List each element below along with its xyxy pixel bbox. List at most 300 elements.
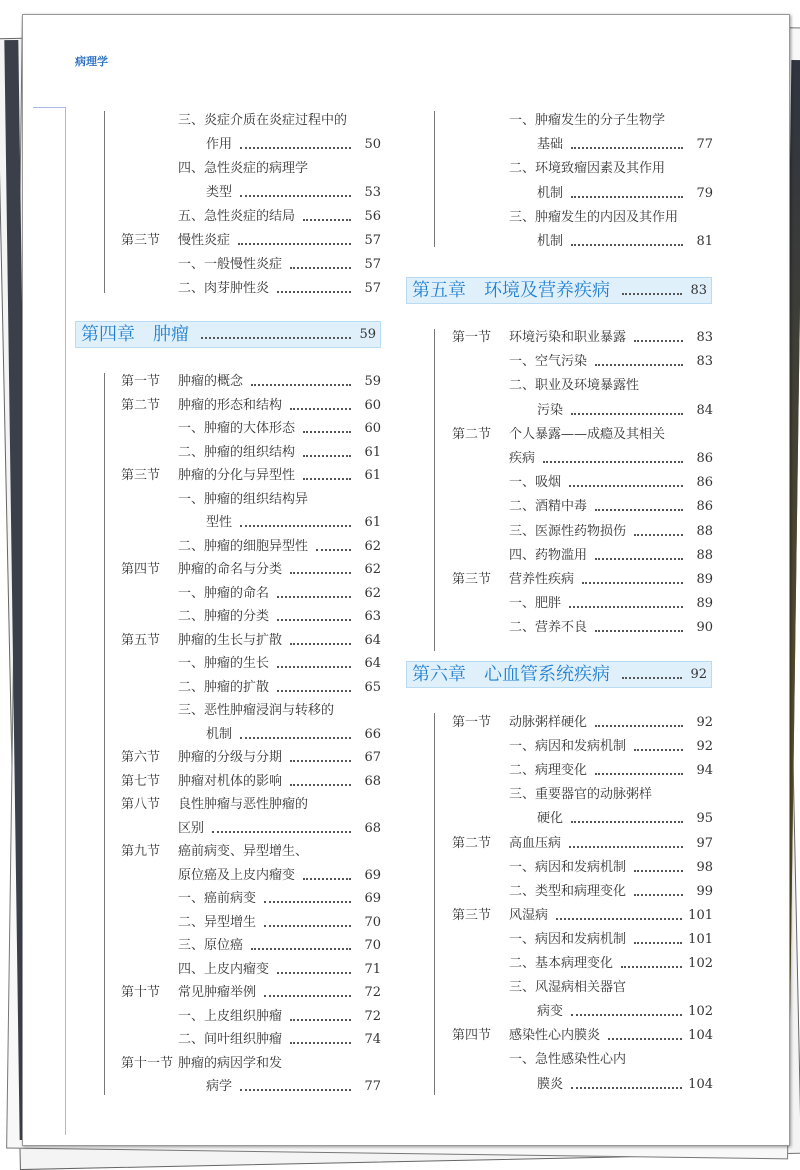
section-label: 第一节	[452, 330, 492, 345]
toc-entry[interactable]	[121, 183, 381, 203]
toc-entry[interactable]	[121, 725, 381, 745]
entry-title: 二、异型增生	[178, 914, 257, 930]
entry-title: 三、原位癌	[178, 938, 244, 953]
toc-entry[interactable]	[452, 809, 713, 829]
leader-dots	[569, 485, 683, 487]
section-rule	[434, 329, 435, 651]
leader-dots	[571, 1087, 682, 1089]
entry-title: 肿瘤的分化与异型性	[178, 468, 296, 483]
entry-title: 膜炎	[537, 1076, 564, 1092]
entry-title: 一、急性感染性心内	[509, 1052, 627, 1068]
toc-entry[interactable]	[121, 960, 381, 980]
leader-dots	[622, 293, 682, 295]
entry-title: 高血压病	[509, 835, 562, 851]
leader-dots	[264, 925, 351, 927]
page-number: 61	[364, 444, 381, 460]
page-number: 79	[696, 185, 713, 201]
entry-title: 二、间叶组织肿瘤	[178, 1032, 283, 1047]
entry-title: 二、肉芽肿性炎	[178, 281, 270, 296]
entry-title: 肿瘤的形态和结构	[178, 397, 283, 413]
entry-title: 疾病	[509, 451, 536, 466]
section-label: 第二节	[452, 426, 492, 442]
entry-title: 机制	[537, 185, 564, 201]
entry-title: 原位癌及上皮内瘤变	[178, 867, 296, 883]
page-number: 70	[364, 938, 381, 953]
leader-dots	[595, 630, 683, 632]
leader-dots	[240, 1089, 351, 1091]
page-number: 59	[364, 374, 381, 389]
page-number: 83	[690, 282, 707, 298]
toc-entry[interactable]	[452, 618, 713, 638]
page-number: 90	[696, 620, 713, 636]
toc-entry[interactable]	[452, 546, 713, 566]
leader-dots	[290, 408, 351, 410]
page-number: 65	[364, 679, 381, 695]
entry-title: 机制	[537, 234, 564, 249]
toc-entry[interactable]	[121, 819, 381, 839]
leader-dots	[290, 572, 351, 574]
section-rule	[434, 111, 435, 247]
toc-entry[interactable]	[452, 954, 713, 974]
section-label: 第七节	[121, 773, 161, 789]
leader-dots	[595, 509, 683, 511]
entry-title: 五、急性炎症的结局	[178, 209, 296, 224]
toc-entry[interactable]	[121, 279, 381, 299]
page-number: 62	[364, 538, 381, 554]
page-number: 98	[696, 859, 713, 875]
page-number: 53	[364, 185, 381, 200]
toc-entry[interactable]	[452, 401, 713, 421]
leader-dots	[571, 1014, 682, 1016]
entry-title: 肿瘤的分级与分期	[178, 750, 283, 765]
toc-entry[interactable]	[121, 748, 381, 768]
toc-entry[interactable]	[121, 889, 381, 909]
toc-entry[interactable]	[452, 449, 713, 469]
entry-title: 一、肿瘤发生的分子生物学	[509, 113, 666, 128]
page-number: 95	[696, 811, 713, 827]
leader-dots	[634, 534, 683, 536]
chapter-title: 第五章 环境及营养疾病	[412, 279, 610, 301]
toc-entry	[121, 842, 381, 862]
page-number: 77	[696, 137, 713, 153]
chapter-title: 第六章 心血管系统疾病	[412, 663, 610, 685]
toc-entry[interactable]	[121, 537, 381, 557]
page-number: 89	[696, 572, 713, 587]
page-number: 67	[364, 750, 381, 765]
leader-dots	[303, 455, 351, 457]
entry-title: 二、职业及环境暴露性	[509, 378, 640, 394]
page-number: 61	[364, 468, 381, 483]
leader-dots	[277, 690, 351, 692]
toc-entry[interactable]	[121, 560, 381, 580]
toc-entry[interactable]	[452, 352, 713, 372]
toc-entry	[452, 208, 713, 228]
toc-entry[interactable]	[452, 737, 713, 757]
toc-entry[interactable]	[121, 1007, 381, 1027]
leader-dots	[634, 340, 683, 342]
section-label: 第四节	[121, 562, 161, 577]
entry-title: 一、肥胖	[509, 596, 562, 612]
page-number: 64	[364, 656, 381, 671]
toc-entry[interactable]	[452, 930, 713, 950]
entry-title: 二、基本病理变化	[509, 956, 614, 971]
entry-title: 营养性疾病	[509, 572, 575, 587]
leader-dots	[634, 870, 683, 872]
page-number: 92	[696, 715, 713, 730]
section-label: 第六节	[121, 750, 161, 765]
leader-dots	[569, 606, 683, 608]
section-label: 第一节	[121, 374, 161, 389]
toc-entry[interactable]	[121, 654, 381, 674]
page-number: 50	[364, 137, 381, 152]
toc-entry	[452, 978, 713, 998]
section-rule	[434, 713, 435, 1095]
toc-entry[interactable]	[452, 497, 713, 517]
toc-entry[interactable]	[121, 584, 381, 604]
leader-dots	[316, 549, 351, 551]
toc-entry[interactable]	[121, 419, 381, 439]
section-rule	[104, 111, 105, 293]
leader-dots	[571, 196, 683, 198]
leader-dots	[277, 972, 351, 974]
toc-entry	[121, 701, 381, 721]
toc-entry[interactable]	[452, 1002, 713, 1022]
leader-dots	[290, 1019, 351, 1021]
leader-dots	[251, 948, 351, 950]
entry-title: 二、营养不良	[509, 620, 588, 636]
toc-entry[interactable]	[121, 372, 381, 392]
leader-dots	[634, 894, 683, 896]
page-number: 72	[364, 1008, 381, 1024]
page-number: 63	[364, 609, 381, 624]
entry-title: 病学	[206, 1079, 233, 1094]
leader-dots	[251, 384, 351, 386]
leader-dots	[621, 966, 682, 968]
leader-dots	[240, 147, 351, 149]
toc-entry	[121, 111, 381, 131]
entry-title: 二、肿瘤的组织结构	[178, 444, 296, 460]
leader-dots	[240, 525, 351, 527]
page-number: 104	[688, 1076, 713, 1092]
toc-entry[interactable]	[121, 466, 381, 486]
leader-dots	[264, 901, 351, 903]
page-number: 71	[364, 961, 381, 977]
toc-entry[interactable]	[452, 135, 713, 155]
entry-title: 环境污染和职业暴露	[509, 330, 627, 345]
leader-dots	[290, 1042, 351, 1044]
leader-dots	[290, 267, 351, 269]
page-number: 88	[696, 547, 713, 563]
entry-title: 肿瘤的病因学和发	[178, 1055, 283, 1071]
page-number: 61	[364, 515, 381, 530]
toc-entry[interactable]	[452, 882, 713, 902]
entry-title: 三、风湿病相关器官	[509, 980, 627, 996]
page-number: 74	[364, 1032, 381, 1047]
entry-title: 作用	[206, 137, 233, 152]
page-number: 86	[696, 451, 713, 466]
page-number: 66	[364, 726, 381, 742]
section-label: 第三节	[121, 468, 161, 483]
page-number: 57	[364, 233, 381, 248]
toc-entry[interactable]	[121, 772, 381, 792]
section-rule	[104, 373, 105, 1095]
chapter-5-heading[interactable]	[406, 277, 712, 304]
leader-dots	[212, 831, 351, 833]
entry-title: 一、病因和发病机制	[509, 931, 627, 947]
section-label: 第九节	[121, 844, 161, 859]
entry-title: 一、肿瘤的命名	[178, 585, 270, 601]
entry-title: 二、类型和病理变化	[509, 883, 627, 899]
entry-title: 癌前病变、异型增生、	[178, 844, 309, 859]
toc-entry[interactable]	[121, 1030, 381, 1050]
entry-title: 肿瘤的命名与分类	[178, 562, 283, 577]
toc-entry	[452, 111, 713, 131]
leader-dots	[277, 619, 351, 621]
section-label: 第四节	[452, 1028, 492, 1044]
toc-entry[interactable]	[121, 1077, 381, 1097]
toc-entry[interactable]	[121, 207, 381, 227]
page-number: 83	[696, 330, 713, 345]
leader-dots	[608, 1038, 682, 1040]
toc-entry[interactable]	[121, 913, 381, 933]
page-number: 104	[688, 1028, 713, 1044]
toc-entry[interactable]	[121, 936, 381, 956]
toc-page	[22, 14, 790, 1146]
entry-title: 一、肿瘤的组织结构异	[178, 491, 309, 507]
entry-title: 肿瘤对机体的影响	[178, 773, 283, 789]
entry-title: 慢性炎症	[178, 233, 231, 248]
entry-title: 一、肿瘤的大体形态	[178, 421, 296, 436]
section-label: 第五节	[121, 632, 161, 648]
toc-entry[interactable]	[121, 396, 381, 416]
toc-entry	[121, 1054, 381, 1074]
page-number: 84	[696, 402, 713, 418]
leader-dots	[571, 413, 683, 415]
leader-dots	[622, 677, 682, 679]
toc-entry[interactable]	[452, 570, 713, 590]
toc-entry[interactable]	[121, 255, 381, 275]
running-head: 病理学	[75, 55, 108, 68]
toc-entry[interactable]	[121, 678, 381, 698]
page-number: 56	[364, 209, 381, 224]
leader-dots	[303, 431, 351, 433]
leader-dots	[571, 147, 683, 149]
toc-entry[interactable]	[452, 594, 713, 614]
leader-dots	[595, 558, 683, 560]
leader-dots	[240, 195, 351, 197]
leader-dots	[290, 760, 351, 762]
entry-title: 二、肿瘤的扩散	[178, 679, 270, 695]
margin-rule-tick	[33, 107, 65, 108]
chapter-6-heading[interactable]	[406, 661, 712, 688]
leader-dots	[582, 582, 683, 584]
entry-title: 基础	[537, 137, 564, 153]
leader-dots	[571, 244, 683, 246]
leader-dots	[277, 666, 351, 668]
page-number: 92	[690, 666, 707, 682]
toc-entry	[452, 1050, 713, 1070]
section-label: 第二节	[121, 397, 161, 413]
leader-dots	[238, 243, 351, 245]
page-number: 77	[364, 1079, 381, 1094]
entry-title: 类型	[206, 185, 233, 200]
entry-title: 肿瘤的生长与扩散	[178, 632, 283, 648]
page-number: 59	[359, 326, 376, 342]
leader-dots	[595, 364, 683, 366]
entry-title: 三、炎症介质在炎症过程中的	[178, 113, 348, 128]
page-number: 89	[696, 596, 713, 612]
page-number: 68	[364, 820, 381, 836]
page-number: 72	[364, 985, 381, 1000]
section-label: 第三节	[452, 907, 492, 923]
page-number: 60	[364, 421, 381, 436]
leader-dots	[634, 749, 683, 751]
section-label: 第八节	[121, 797, 161, 812]
page-number: 57	[364, 257, 381, 272]
toc-entry	[452, 159, 713, 179]
toc-entry[interactable]	[121, 513, 381, 533]
toc-entry	[121, 159, 381, 179]
entry-title: 二、肿瘤的分类	[178, 609, 270, 624]
leader-dots	[303, 219, 351, 221]
leader-dots	[569, 846, 683, 848]
entry-title: 一、一般慢性炎症	[178, 257, 283, 272]
leader-dots	[303, 478, 351, 480]
toc-entry[interactable]	[452, 761, 713, 781]
page-number: 86	[696, 499, 713, 515]
chapter-4-heading[interactable]	[75, 321, 381, 348]
entry-title: 二、肿瘤的细胞异型性	[178, 538, 309, 554]
entry-title: 二、环境致瘤因素及其作用	[509, 161, 666, 177]
entry-title: 一、癌前病变	[178, 891, 257, 906]
toc-entry	[452, 376, 713, 396]
entry-title: 四、上皮内瘤变	[178, 961, 270, 977]
entry-title: 二、酒精中毒	[509, 499, 588, 515]
section-label: 第十一节	[121, 1055, 174, 1071]
leader-dots	[543, 461, 683, 463]
leader-dots	[290, 784, 351, 786]
toc-entry[interactable]	[452, 906, 713, 926]
toc-entry[interactable]	[452, 1075, 713, 1095]
toc-entry[interactable]	[452, 473, 713, 493]
entry-title: 三、肿瘤发生的内因及其作用	[509, 209, 679, 225]
leader-dots	[201, 337, 351, 339]
page-number: 101	[688, 931, 713, 947]
leader-dots	[595, 773, 683, 775]
page-number: 60	[364, 397, 381, 413]
toc-entry[interactable]	[121, 631, 381, 651]
page-number: 92	[696, 739, 713, 755]
page-number: 57	[364, 281, 381, 296]
chapter-title: 第四章 肿瘤	[81, 323, 189, 345]
entry-title: 污染	[537, 402, 564, 418]
leader-dots	[240, 737, 351, 739]
page-number: 68	[364, 773, 381, 789]
page-number: 94	[696, 763, 713, 779]
entry-title: 感染性心内膜炎	[509, 1028, 601, 1044]
toc-entry[interactable]	[121, 866, 381, 886]
entry-title: 一、空气污染	[509, 354, 588, 370]
toc-entry[interactable]	[452, 858, 713, 878]
page-number: 102	[688, 956, 713, 971]
entry-title: 三、恶性肿瘤浸润与转移的	[178, 703, 335, 718]
page-number: 83	[696, 354, 713, 370]
page-number: 86	[696, 475, 713, 491]
entry-title: 型性	[206, 515, 233, 530]
page-number: 102	[688, 1004, 713, 1020]
toc-entry[interactable]	[121, 231, 381, 251]
section-label: 第三节	[121, 233, 161, 248]
leader-dots	[571, 821, 683, 823]
page-number: 88	[696, 523, 713, 539]
toc-entry[interactable]	[121, 607, 381, 627]
section-label: 第十节	[121, 985, 161, 1000]
page-number: 69	[364, 867, 381, 883]
entry-title: 硬化	[537, 811, 564, 827]
toc-entry[interactable]	[452, 713, 713, 733]
page-number: 101	[688, 907, 713, 923]
entry-title: 一、病因和发病机制	[509, 859, 627, 875]
section-label: 第一节	[452, 715, 492, 730]
entry-title: 一、肿瘤的生长	[178, 656, 270, 671]
section-label: 第二节	[452, 835, 492, 851]
entry-title: 一、吸烟	[509, 475, 562, 491]
leader-dots	[277, 596, 351, 598]
entry-title: 区别	[178, 820, 205, 836]
leader-dots	[634, 942, 682, 944]
leader-dots	[277, 291, 351, 293]
entry-title: 肿瘤的概念	[178, 374, 244, 389]
toc-entry[interactable]	[121, 443, 381, 463]
page-number: 64	[364, 632, 381, 648]
toc-entry[interactable]	[452, 328, 713, 348]
entry-title: 机制	[206, 726, 233, 742]
page-number: 97	[696, 835, 713, 851]
entry-title: 三、医源性药物损伤	[509, 523, 627, 539]
margin-rule	[65, 107, 66, 1135]
entry-title: 动脉粥样硬化	[509, 715, 588, 730]
entry-title: 一、病因和发病机制	[509, 739, 627, 755]
toc-entry[interactable]	[452, 184, 713, 204]
toc-entry	[121, 795, 381, 815]
leader-dots	[556, 918, 682, 920]
toc-entry[interactable]	[452, 834, 713, 854]
entry-title: 四、药物滥用	[509, 547, 588, 563]
entry-title: 良性肿瘤与恶性肿瘤的	[178, 797, 309, 812]
entry-title: 三、重要器官的动脉粥样	[509, 787, 653, 803]
page-number: 62	[364, 562, 381, 577]
entry-title: 常见肿瘤举例	[178, 985, 257, 1000]
page-number: 81	[696, 234, 713, 249]
toc-entry	[121, 490, 381, 510]
entry-title: 风湿病	[509, 907, 549, 923]
entry-title: 四、急性炎症的病理学	[178, 161, 309, 176]
toc-entry[interactable]	[121, 135, 381, 155]
toc-entry[interactable]	[452, 522, 713, 542]
page-number: 70	[364, 914, 381, 930]
leader-dots	[290, 643, 351, 645]
page-number: 99	[696, 883, 713, 899]
entry-title: 病变	[537, 1004, 564, 1020]
entry-title: 个人暴露——成瘾及其相关	[509, 426, 666, 442]
toc-entry	[452, 785, 713, 805]
entry-title: 二、病理变化	[509, 763, 588, 779]
toc-entry[interactable]	[452, 232, 713, 252]
toc-entry[interactable]	[452, 1026, 713, 1046]
toc-entry[interactable]	[121, 983, 381, 1003]
leader-dots	[595, 725, 683, 727]
leader-dots	[303, 878, 351, 880]
